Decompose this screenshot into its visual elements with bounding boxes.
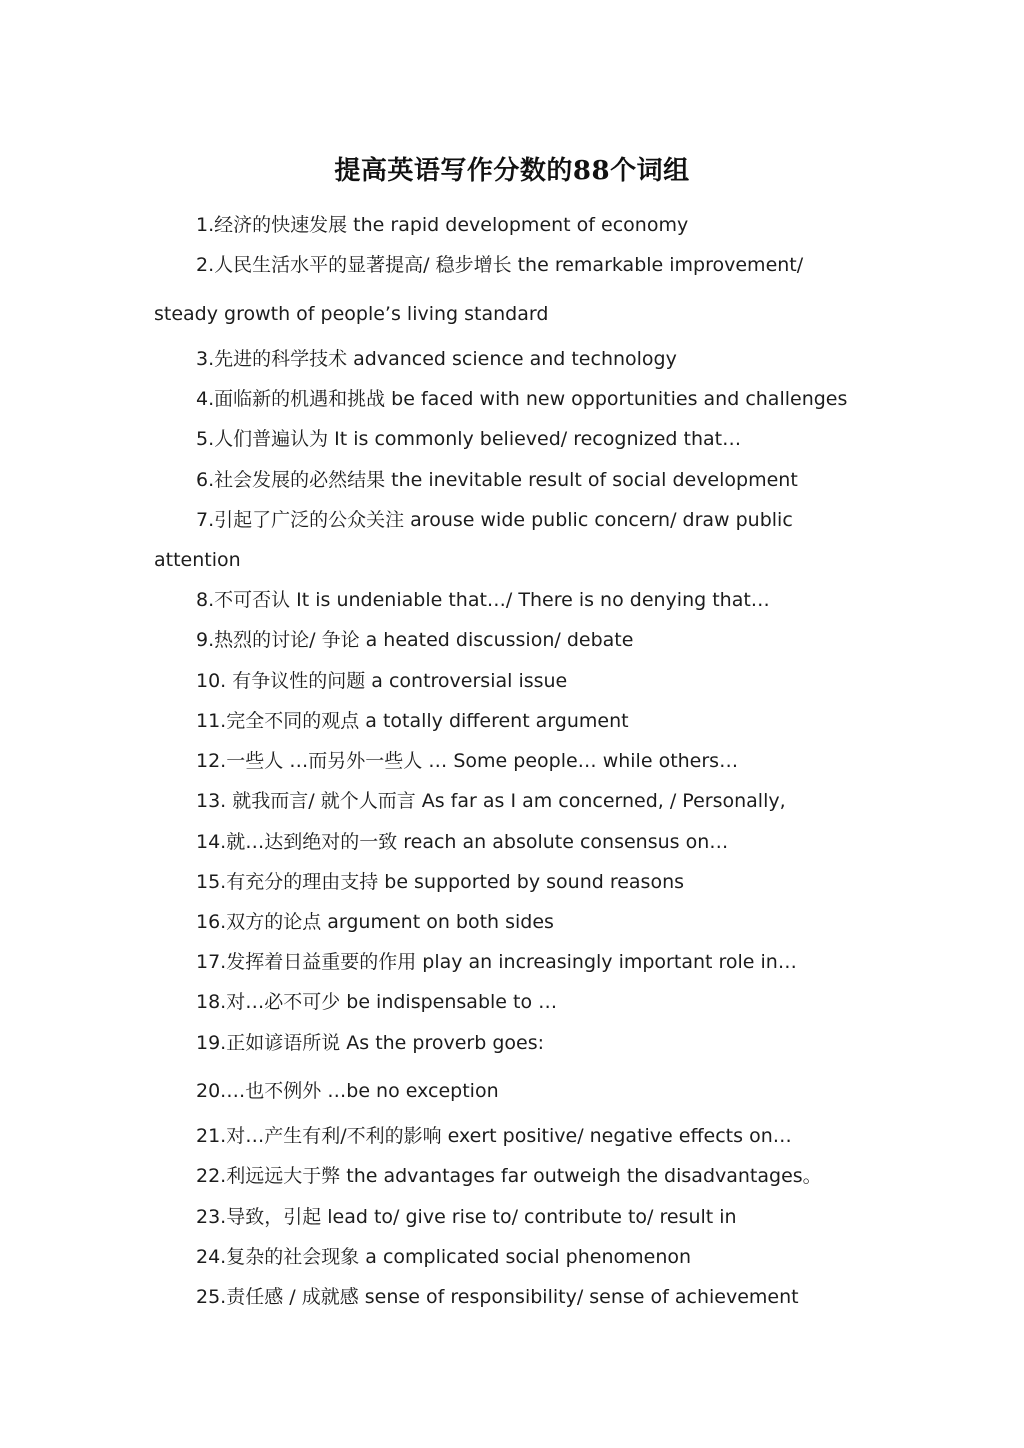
phrase-line: 2.人民生活水平的显著提高/ 稳步增长 the remarkable improvement/ bbox=[196, 254, 804, 276]
phrase-line: 14.就…达到绝对的一致 reach an absolute consensus on… bbox=[196, 831, 729, 853]
phrase-line-continuation: attention bbox=[154, 549, 241, 571]
phrase-line: 12.一些人 …而另外一些人 … Some people… while others… bbox=[196, 750, 739, 772]
document-title: 提高英语写作分数的88个词组 bbox=[334, 156, 690, 186]
phrase-line: 19.正如谚语所说 As the proverb goes: bbox=[196, 1032, 545, 1054]
phrase-line: 24.复杂的社会现象 a complicated social phenomenon bbox=[196, 1246, 692, 1268]
phrase-line: 13. 就我而言/ 就个人而言 As far as I am concerned, / Personally, bbox=[196, 790, 786, 812]
phrase-line: 18.对…必不可少 be indispensable to … bbox=[196, 991, 558, 1013]
phrase-line: 4.面临新的机遇和挑战 be faced with new opportunities and challenges bbox=[196, 388, 848, 410]
phrase-line-continuation: steady growth of people’s living standard bbox=[154, 303, 549, 325]
phrase-line: 8.不可否认 It is undeniable that…/ There is no denying that… bbox=[196, 589, 770, 611]
phrase-line: 15.有充分的理由支持 be supported by sound reasons bbox=[196, 871, 685, 893]
phrase-line: 25.责任感 / 成就感 sense of responsibility/ sense of achievement bbox=[196, 1286, 799, 1308]
phrase-line: 5.人们普遍认为 It is commonly believed/ recognized that… bbox=[196, 428, 742, 450]
phrase-line: 21.对…产生有利/不利的影响 exert positive/ negative effects on… bbox=[196, 1125, 792, 1147]
phrase-line: 20.…也不例外 …be no exception bbox=[196, 1080, 499, 1102]
phrase-line: 22.利远远大于弊 the advantages far outweigh the disadvantages。 bbox=[196, 1165, 822, 1187]
phrase-line: 1.经济的快速发展 the rapid development of economy bbox=[196, 214, 689, 236]
phrase-line: 9.热烈的讨论/ 争论 a heated discussion/ debate bbox=[196, 629, 634, 651]
phrase-line: 10. 有争议性的问题 a controversial issue bbox=[196, 670, 568, 692]
phrase-line: 16.双方的论点 argument on both sides bbox=[196, 911, 554, 933]
phrase-line: 3.先进的科学技术 advanced science and technology bbox=[196, 348, 677, 370]
phrase-line: 17.发挥着日益重要的作用 play an increasingly important role in… bbox=[196, 951, 797, 973]
phrase-line: 6.社会发展的必然结果 the inevitable result of social development bbox=[196, 469, 798, 491]
phrase-line: 23.导致，引起 lead to/ give rise to/ contribute to/ result in bbox=[196, 1206, 737, 1228]
phrase-line: 11.完全不同的观点 a totally different argument bbox=[196, 710, 629, 732]
phrase-line: 7.引起了广泛的公众关注 arouse wide public concern/ draw public bbox=[196, 509, 793, 531]
